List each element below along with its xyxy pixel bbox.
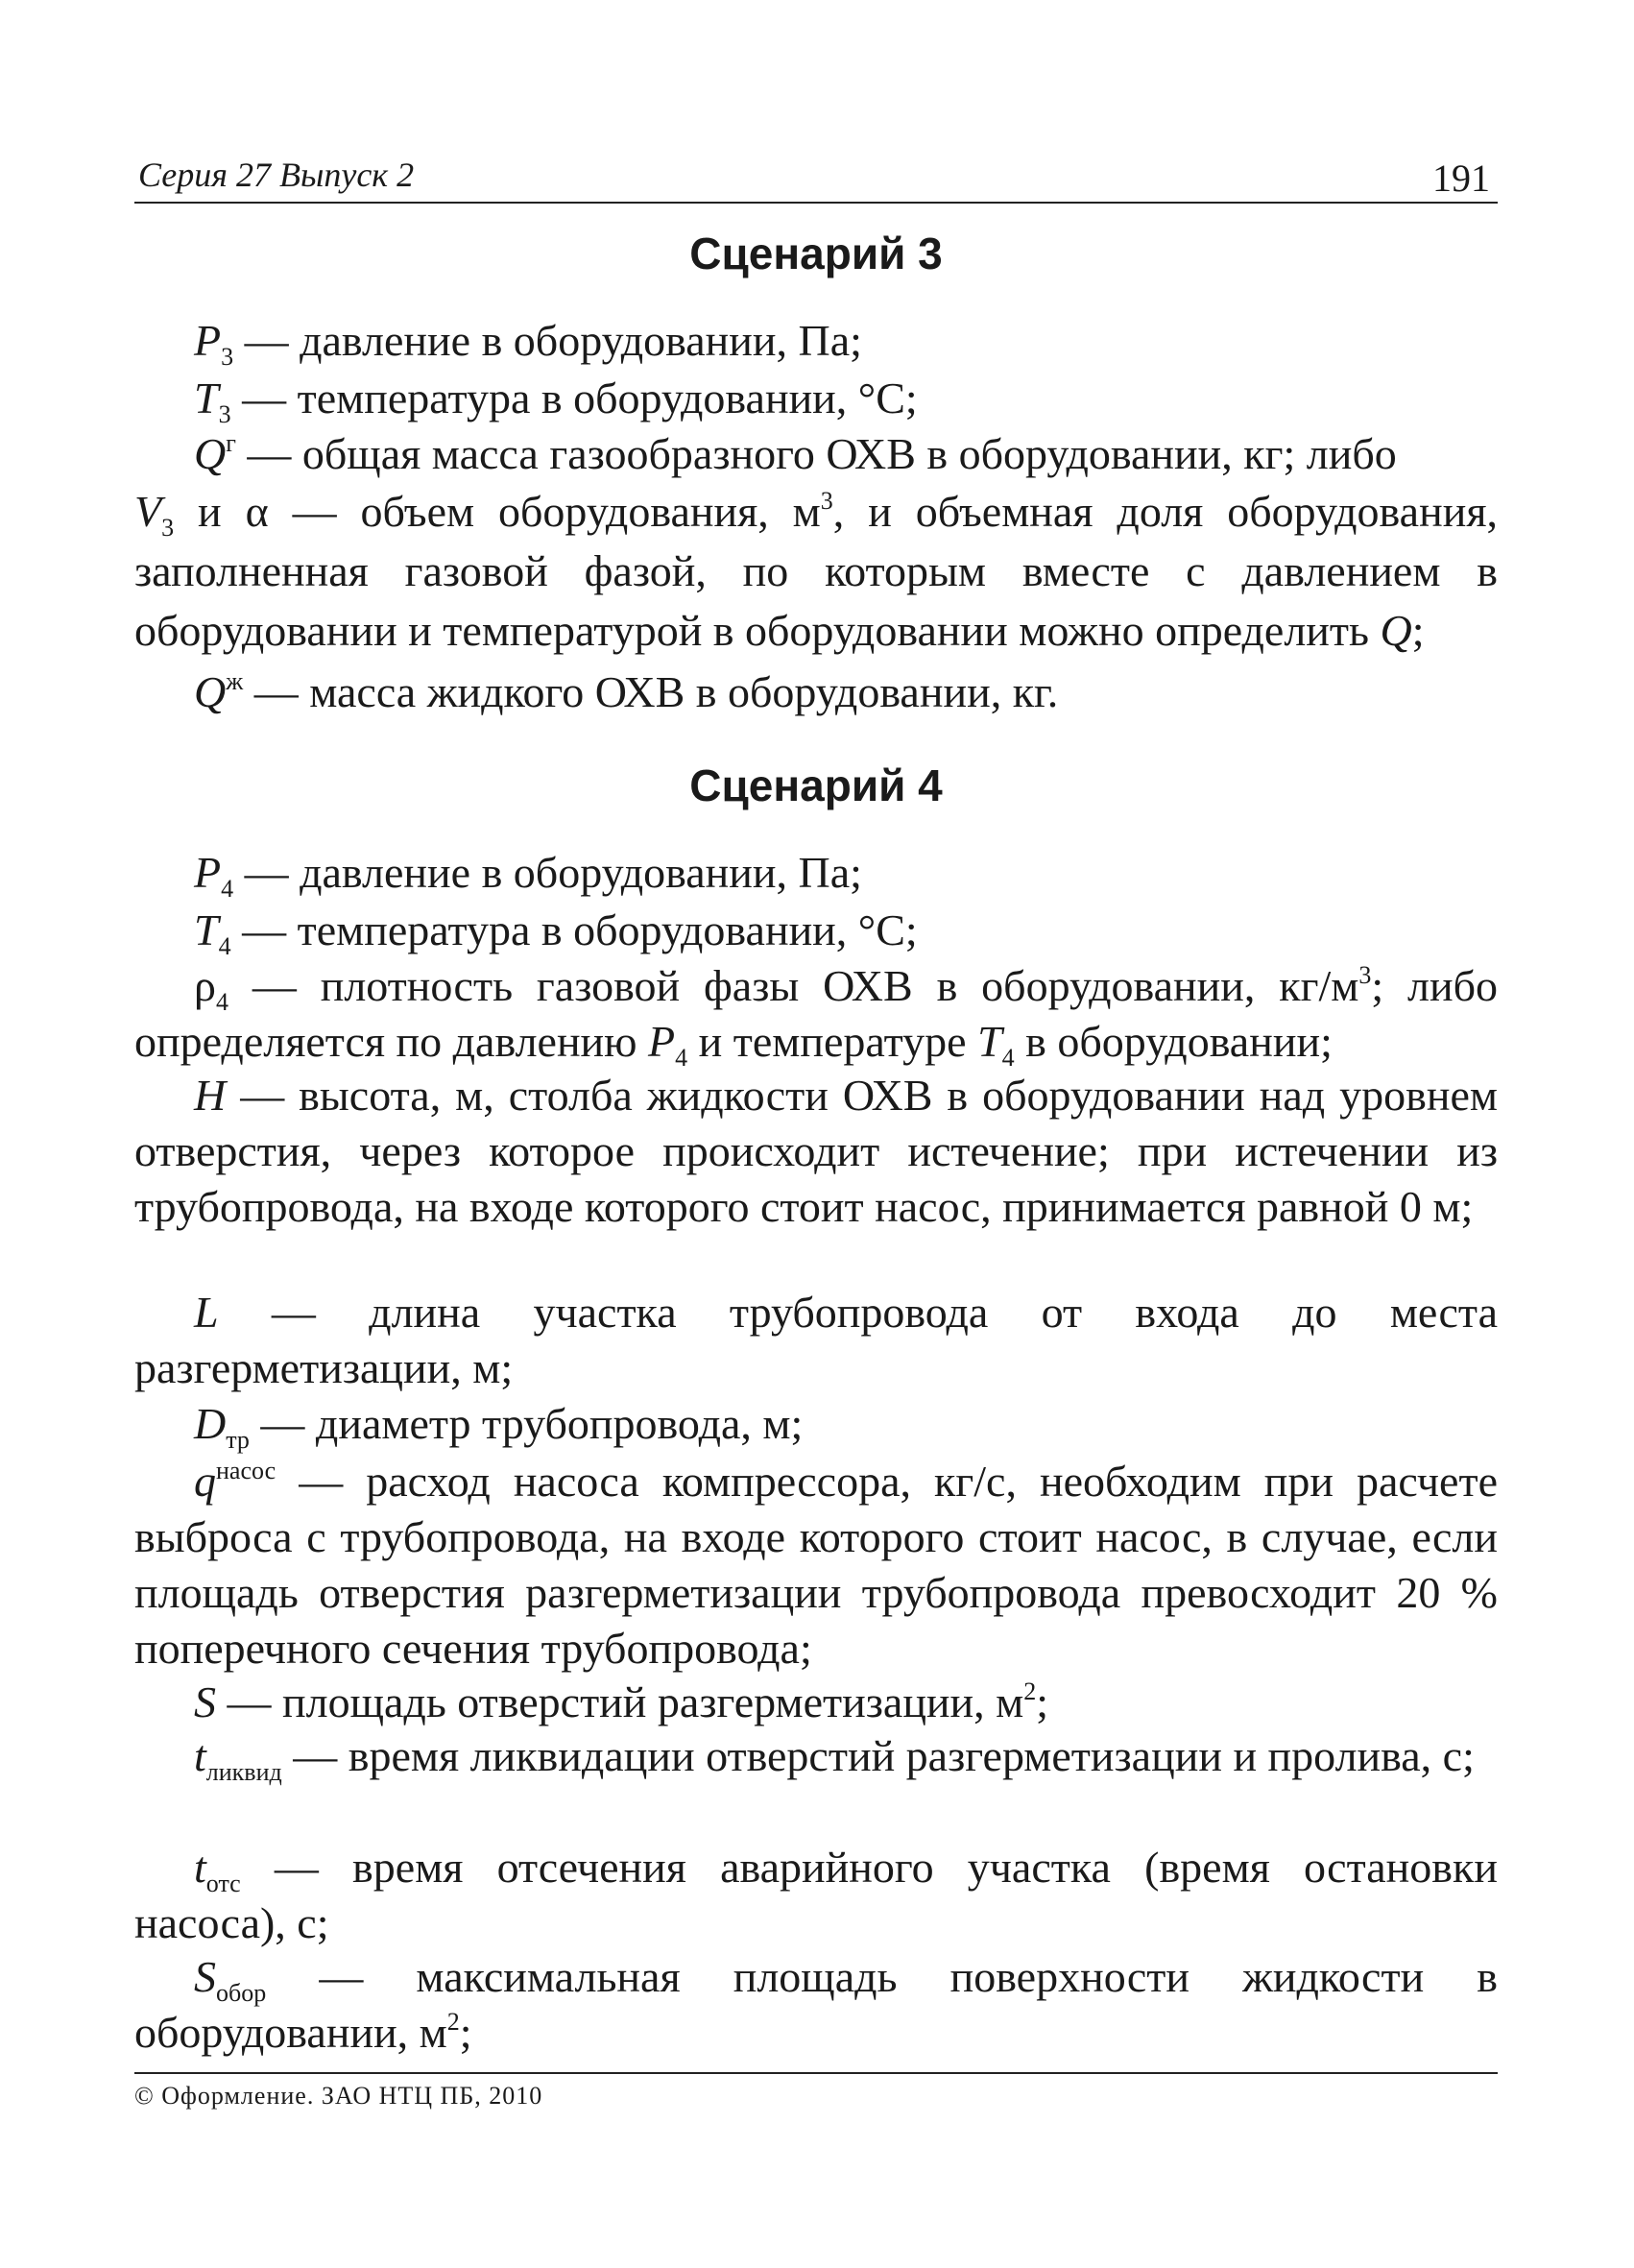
s4-line-q-pump: $q^{насос}$ — расход насоса компрессора, кг/с, необходим при расчете выброса с трубопровода, на входе которого стоит насос, в случае, если площадь отверстия разгерметизации трубопровода превосходит 20 % поперечного сечения трубопровода; xyxy=(134,1457,1498,1673)
s3-line-t3: $T_3$ — температура в оборудовании, °С; xyxy=(194,374,918,428)
s3-line-v3: $V_3$ и α — объем оборудования, $м^3$, и объемная доля оборудования, заполненная газовой фазой, по которым вместе с давлением в оборудовании и температурой в оборудовании можно определить Q; xyxy=(134,487,1498,655)
s4-line-t-liquid: $t_{ликвид}$ — время ликвидации отверстий разгерметизации и пролива, с; xyxy=(194,1731,1475,1786)
page-footer xyxy=(134,2072,1498,2111)
s3-line-p3: $P_3$ — давление в оборудовании, Па; xyxy=(194,316,862,371)
series-label: Серия 27 Выпуск 2 xyxy=(138,156,415,194)
page-number: 191 xyxy=(1432,157,1490,200)
running-head xyxy=(134,154,1498,204)
s4-line-h: H — высота, м, столба жидкости ОХВ в оборудовании над уровнем отверстия, через которое происходит истечение; при истечении из трубопровода, на входе которого стоит насос, принимается равной 0 м; xyxy=(134,1071,1498,1231)
s4-line-t-cutoff: $t_{отс}$ — время отсечения аварийного участка (время остановки насоса), с; xyxy=(134,1843,1498,1947)
scenario-4-heading: Сценарий 4 xyxy=(689,760,943,810)
s4-line-p4: $P_4$ — давление в оборудовании, Па; xyxy=(194,848,862,903)
s3-line-qzh: $Q^ж$ — масса жидкого ОХВ в оборудовании, кг. xyxy=(194,667,1059,716)
s3-line-qg: $Q^г$ — общая масса газообразного ОХВ в оборудовании, кг; либо xyxy=(194,429,1397,478)
s4-line-l: L — длина участка трубопровода от входа до места разгерметизации, м; xyxy=(134,1288,1498,1392)
s4-line-t4: $T_4$ — температура в оборудовании, °С; xyxy=(194,905,918,960)
s4-line-s-obor: $S_{обор}$ — максимальная площадь поверхности жидкости в оборудовании, $м^2$; xyxy=(134,1952,1498,2057)
scenario-3-heading: Сценарий 3 xyxy=(689,229,943,278)
s4-line-dtr: $D_{тр}$ — диаметр трубопровода, м; xyxy=(194,1399,804,1454)
s4-line-s: S — площадь отверстий разгерметизации, $м^2$; xyxy=(194,1677,1049,1726)
s4-line-rho4: $\rho_4$ — плотность газовой фазы ОХВ в оборудовании, $кг/м^3$; либо определяется по давлению $P_4$ и температуре $T_4$ в оборудовании; xyxy=(134,961,1498,1072)
copyright-text: © Оформление. ЗАО НТЦ ПБ, 2010 xyxy=(134,2082,543,2110)
